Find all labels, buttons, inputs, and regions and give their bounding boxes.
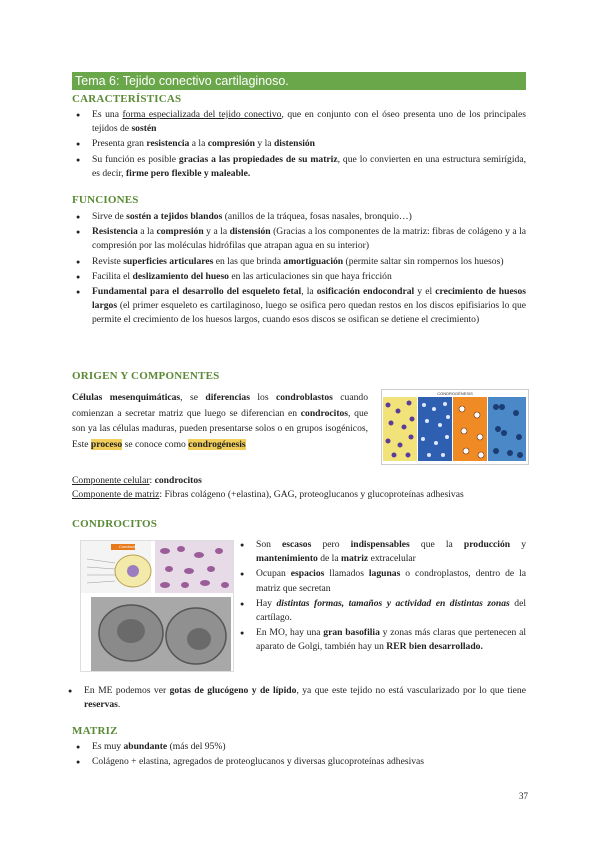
list-item: ● Es una forma especializada del tejido conectivo, que en conjunto con el óseo presenta uno de los principales tejidos de sostén (72, 108, 526, 136)
chondrogenesis-figure (381, 389, 529, 465)
list-item: ● En MO, hay una gran basofilia y zonas más claras que pertenecen al aparato de Golgi, también hay un RER bien desarrollado. (236, 626, 526, 654)
list-item: ● Reviste superficies articulares en las que brinda amortiguación (permite saltar sin rompernos los huesos) (72, 255, 526, 269)
list-item: ● Es muy abundante (más del 95%) (72, 740, 526, 754)
condrocito-figure (80, 540, 234, 672)
list-item: ● En ME podemos ver gotas de glucógeno y de lípido, ya que este tejido no está vascularizado por lo que tiene reservas. (64, 684, 526, 712)
componente-matriz: Componente de matriz: Fibras colágeno (+elastina), GAG, proteoglucanos y glucoproteínas adhesivas (72, 489, 464, 500)
list-item: ● Presenta gran resistencia a la compresión y la distensión (72, 137, 526, 151)
list-funciones (72, 210, 526, 329)
origen-paragraph: Células mesenquimáticas, se diferencias los condroblastos cuando comienzan a secretar matriz que luego se diferencian en condrocitos, que son ya las células maduras, pueden presentarse solos o en grupos isogénicos, Este proceso se conoce como condrogénesis (72, 392, 368, 450)
page-number: 37 (519, 791, 528, 801)
condrocito-illustration (81, 541, 233, 671)
section-heading-matriz: MATRIZ (72, 725, 118, 737)
list-item: ● Su función es posible gracias a las propiedades de su matriz, que lo convierten en una estructura semirígida, es decir, firme pero flexible y maleable. (72, 153, 526, 181)
list-caracteristicas (72, 108, 526, 182)
componente-celular: Componente celular: condrocitos (72, 475, 202, 486)
figure-label: CONDROGÉNESIS (437, 391, 473, 396)
section-heading-funciones: FUNCIONES (72, 194, 139, 206)
figure-label: Condrocito (119, 544, 139, 549)
section-heading-condrocitos: CONDROCITOS (72, 518, 158, 530)
list-item: ● Ocupan espacios llamados lagunas o condroplastos, dentro de la matriz que secretan (236, 567, 526, 595)
list-item: ● Facilita el deslizamiento del hueso en las articulaciones sin que haya fricción (72, 270, 526, 284)
page-title: Tema 6: Tejido conectivo cartilaginoso. (72, 72, 526, 90)
list-item: ● Fundamental para el desarrollo del esqueleto fetal, la osificación endocondral y el crecimiento de huesos largos (el primer esqueleto es cartilaginoso, luego se osifica pero quedan restos en los discos epifisiarios lo que permite el crecimiento de los huesos largos, cuando esos discos se osifican se detiene el crecimiento) (72, 285, 526, 328)
list-item: ● Resistencia a la compresión y a la distensión (Gracias a los componentes de la matriz: fibras de colágeno y a la compresión por las moléculas hidrófilas que atrapan agua en su interior) (72, 225, 526, 253)
list-item: ● Colágeno + elastina, agregados de proteoglucanos y diversas glucoproteínas adhesivas (72, 755, 526, 769)
list-matriz (72, 740, 526, 770)
list-item: ● Son escasos pero indispensables que la producción y mantenimiento de la matriz extracelular (236, 538, 526, 566)
list-condrocitos-me (64, 684, 526, 713)
list-item: ● Sirve de sostén a tejidos blandos (anillos de la tráquea, fosas nasales, bronquio…) (72, 210, 526, 224)
chondrogenesis-illustration (382, 397, 528, 463)
list-item: ● Hay distintas formas, tamaños y actividad en distintas zonas del cartílago. (236, 597, 526, 625)
section-heading-origen: ORIGEN Y COMPONENTES (72, 370, 220, 382)
section-heading-caracteristicas: CARACTERÍSTICAS (72, 93, 182, 105)
list-condrocitos (236, 538, 526, 656)
